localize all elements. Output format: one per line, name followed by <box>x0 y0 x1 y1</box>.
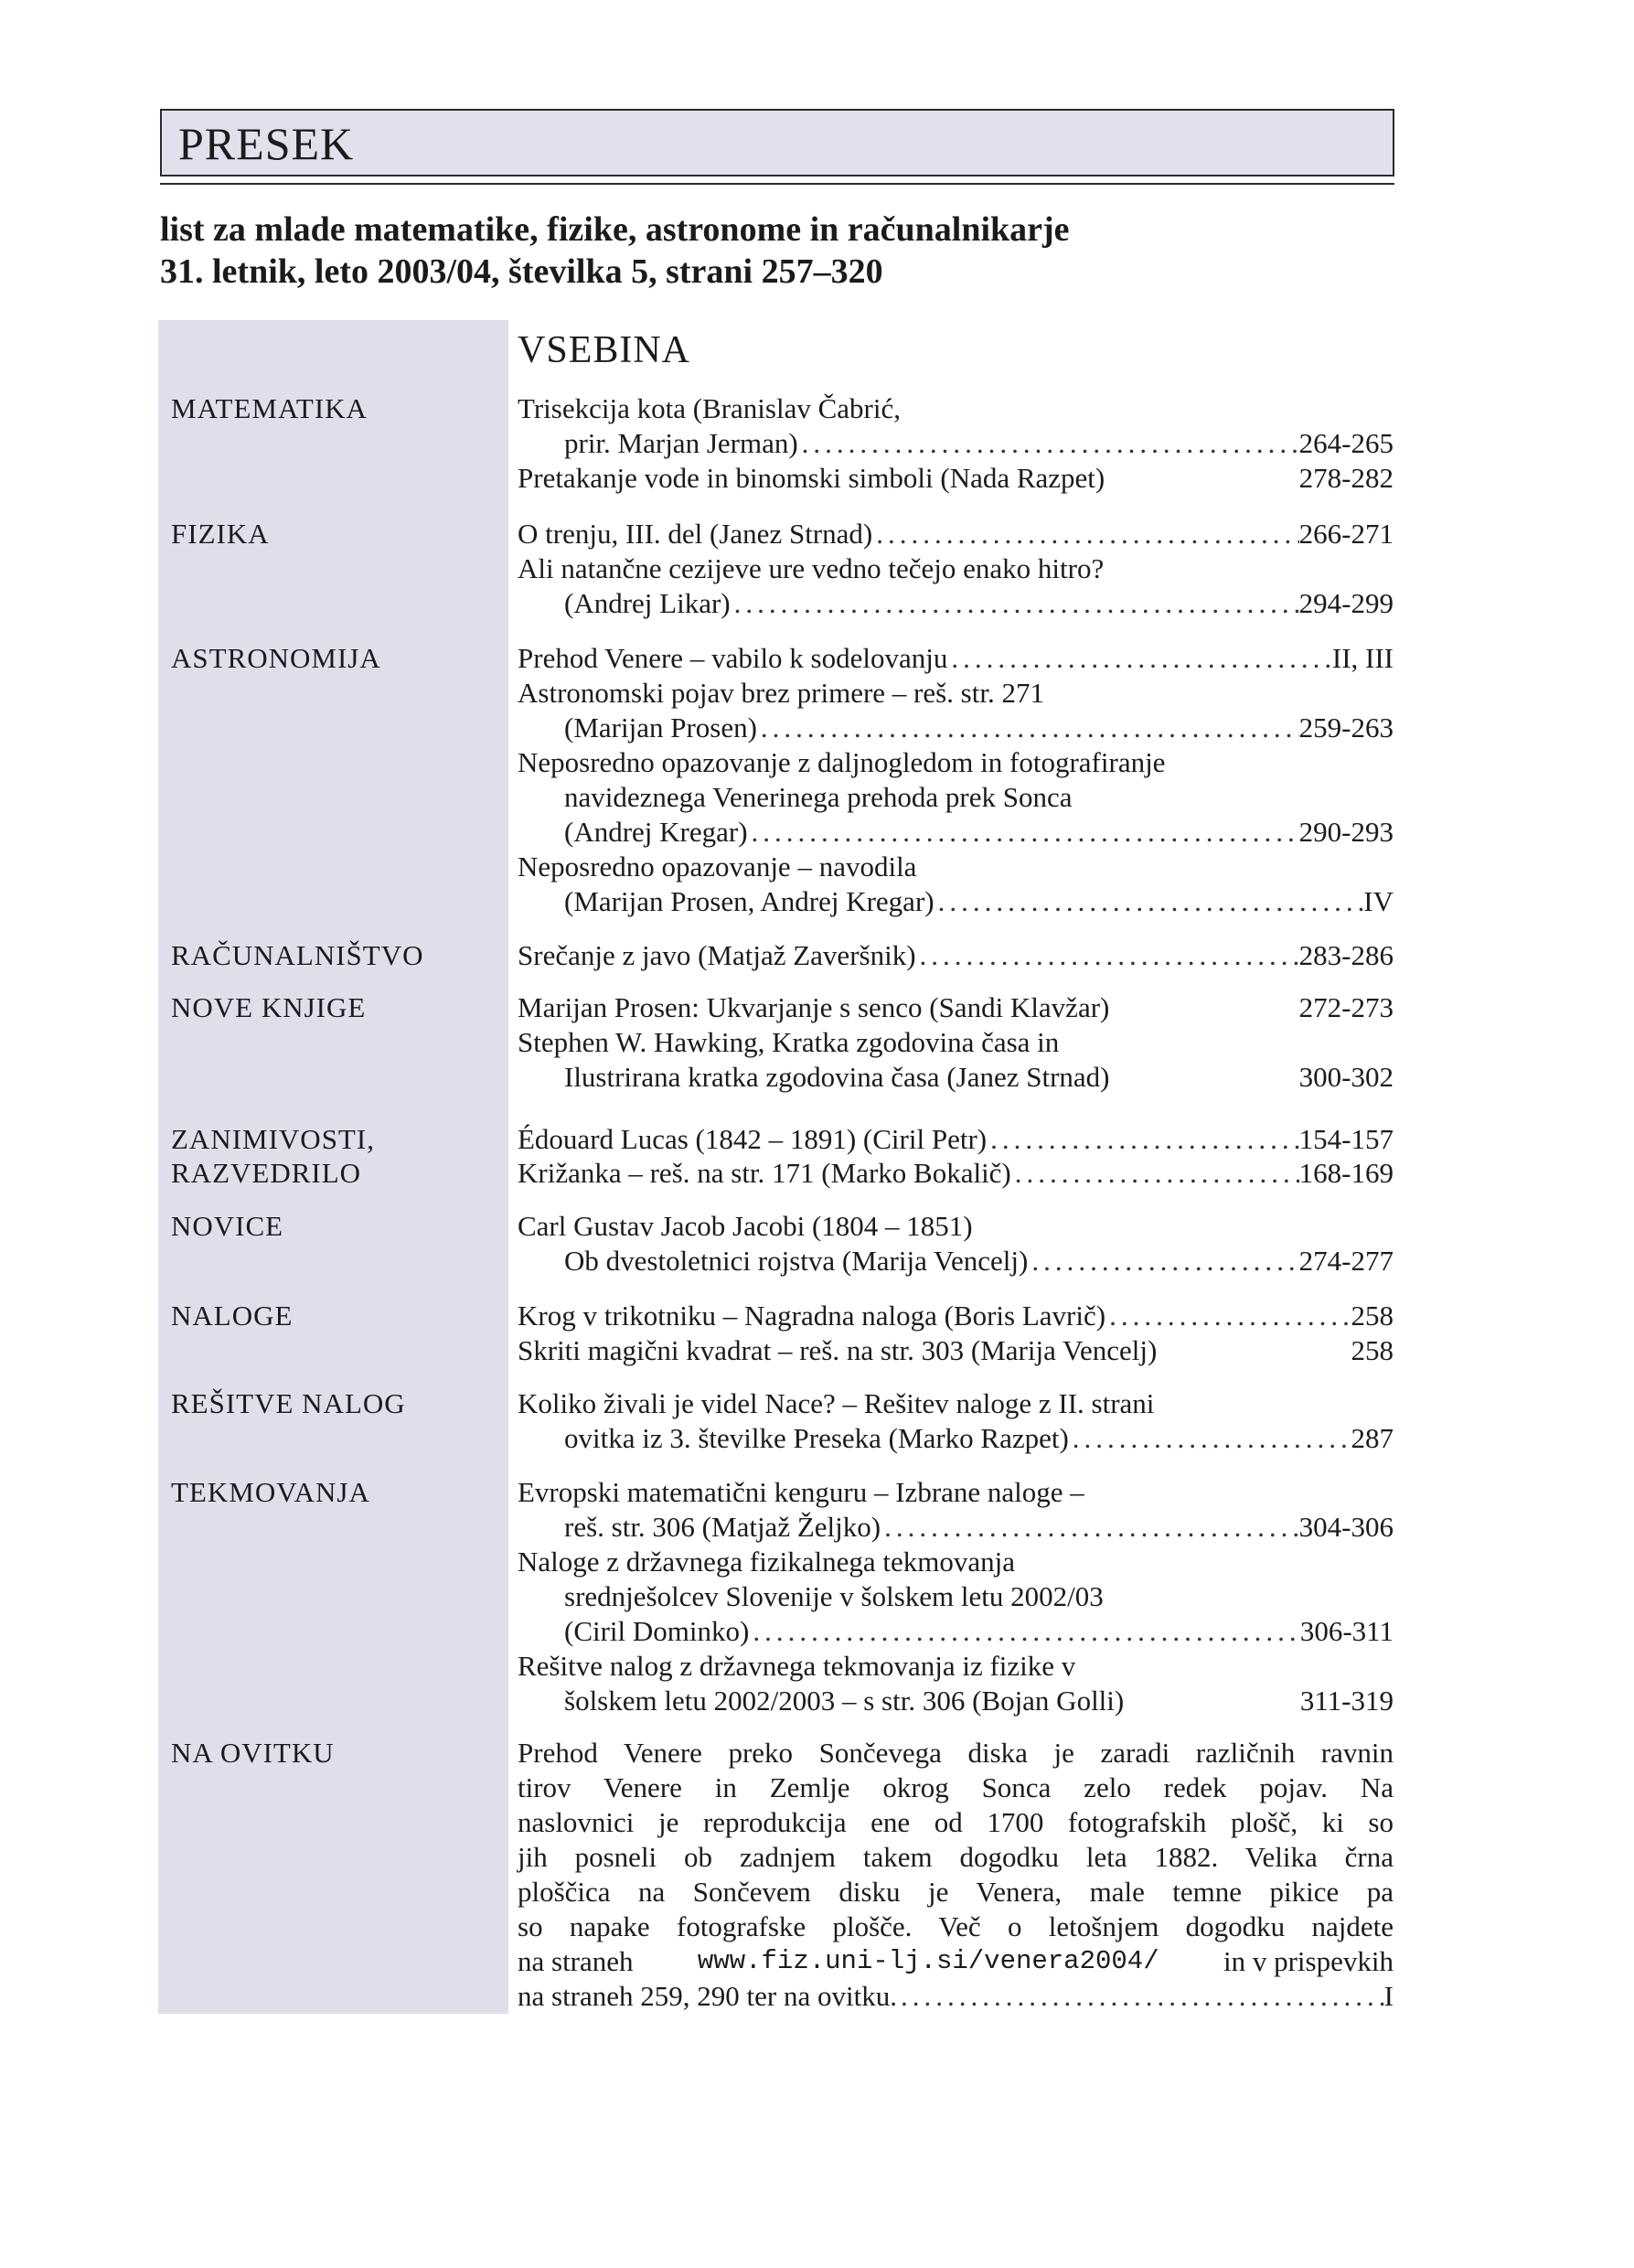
dot-leader <box>757 711 1299 745</box>
journal-title: PRESEK <box>178 118 355 169</box>
entry-line: Rešitve nalog z državnega tekmovanja iz fizike v <box>518 1650 1076 1682</box>
entry-text: (Andrej Likar) <box>564 587 731 619</box>
entry-line <box>518 517 1394 551</box>
page-number: 154-157 <box>1298 1123 1394 1155</box>
page-number: 294-299 <box>1298 587 1394 619</box>
journal-subtitle: list za mlade matematike, fizike, astronome in računalnikarje <box>160 210 1070 249</box>
cover-text: na straneh <box>518 1945 634 1977</box>
entry-line <box>564 815 1394 850</box>
entry-line <box>564 711 1394 745</box>
contents-heading: VSEBINA <box>518 329 691 371</box>
entry-text: Marijan Prosen: Ukvarjanje s senco (Sandi Klavžar) <box>518 991 1110 1023</box>
category-zanimivosti-line1: ZANIMIVOSTI, <box>171 1123 375 1155</box>
dot-leader <box>798 426 1299 461</box>
page-number: 306-311 <box>1299 1615 1394 1647</box>
entry-text: Križanka – reš. na str. 171 (Marko Bokalič) <box>518 1157 1011 1189</box>
entry-line: navideznega Venerinega prehoda prek Sonca <box>564 781 1073 813</box>
category-na-ovitku: NA OVITKU <box>171 1737 335 1769</box>
dot-leader <box>947 641 1332 676</box>
entry-line <box>518 1156 1394 1191</box>
dot-leader <box>987 1122 1299 1157</box>
entry-line <box>564 1510 1394 1545</box>
entry-line: Stephen W. Hawking, Kratka zgodovina časa in <box>518 1026 1060 1058</box>
entry-line <box>518 990 1394 1025</box>
issue-info: 31. letnik, leto 2003/04, številka 5, strani 257–320 <box>160 252 883 291</box>
cover-text: in v prispevkih <box>1223 1945 1394 1977</box>
entry-line: Neposredno opazovanje – navodila <box>518 850 917 883</box>
entry-line: Ali natančne cezijeve ure vedno tečejo enako hitro? <box>518 552 1105 584</box>
entry-text: (Ciril Dominko) <box>564 1615 750 1647</box>
page-number: 274-277 <box>1298 1245 1394 1277</box>
dot-leader <box>872 517 1298 551</box>
entry-text: Skriti magični kvadrat – reš. na str. 303 (Marija Vencelj) <box>518 1334 1158 1366</box>
entry-text: Srečanje z javo (Matjaž Zaveršnik) <box>518 939 916 971</box>
entry-line <box>518 461 1394 496</box>
page-number: 258 <box>1351 1300 1394 1332</box>
entry-line <box>564 1421 1394 1456</box>
dot-leader <box>1028 1244 1298 1278</box>
page-number: 304-306 <box>1298 1511 1394 1543</box>
entry-line: Koliko živali je videl Nace? – Rešitev naloge z II. strani <box>518 1387 1155 1419</box>
masthead-banner <box>160 109 1394 177</box>
entry-line <box>518 641 1394 676</box>
entry-line: Astronomski pojav brez primere – reš. str. 271 <box>518 677 1044 709</box>
dot-leader <box>934 884 1364 919</box>
page-number: 272-273 <box>1298 991 1394 1023</box>
entry-line <box>564 426 1394 461</box>
entry-line <box>564 586 1394 621</box>
entry-text: šolskem letu 2002/2003 – s str. 306 (Bojan Golli) <box>564 1685 1125 1717</box>
entry-text: Ob dvestoletnici rojstva (Marija Vencelj) <box>564 1245 1029 1277</box>
dot-leader <box>916 938 1299 973</box>
page-number: II, III <box>1331 642 1394 674</box>
entry-line: Carl Gustav Jacob Jacobi (1804 – 1851) <box>518 1210 973 1242</box>
entry-text: Ilustrirana kratka zgodovina časa (Janez Strnad) <box>564 1061 1110 1093</box>
entry-line <box>518 1333 1394 1368</box>
category-zanimivosti <box>171 1122 375 1190</box>
page-number: 278-282 <box>1298 462 1394 494</box>
entry-line <box>564 1614 1394 1649</box>
dot-leader <box>731 586 1299 621</box>
entry-text: reš. str. 306 (Matjaž Željko) <box>564 1511 881 1543</box>
masthead-rule <box>160 183 1394 185</box>
category-astronomija: ASTRONOMIJA <box>171 642 381 674</box>
dot-leader <box>1069 1421 1351 1456</box>
entry-line <box>518 1122 1394 1157</box>
dot-leader <box>897 1979 1384 2014</box>
cover-text-line <box>518 1979 1394 2014</box>
entry-text: prir. Marjan Jerman) <box>564 427 798 459</box>
entry-text: Édouard Lucas (1842 – 1891) (Ciril Petr) <box>518 1123 988 1155</box>
entry-text: ovitka iz 3. številke Preseka (Marko Razpet) <box>564 1422 1069 1454</box>
page-number: 168-169 <box>1298 1157 1394 1189</box>
category-fizika: FIZIKA <box>171 518 270 550</box>
category-resitve-nalog: REŠITVE NALOG <box>171 1387 406 1419</box>
cover-text-line: tirov Venere in Zemlje okrog Sonca zelo redek pojav. Na <box>518 1771 1394 1803</box>
cover-text-line: naslovnici je reprodukcija ene od 1700 fotografskih plošč, ki so <box>518 1806 1394 1838</box>
category-racunalnistvo: RAČUNALNIŠTVO <box>171 939 424 971</box>
cover-text-line: so napake fotografske plošče. Več o letošnjem dogodku najdete <box>518 1910 1394 1942</box>
entry-text: (Marijan Prosen, Andrej Kregar) <box>564 885 934 917</box>
category-zanimivosti-line2: RAZVEDRILO <box>171 1157 362 1189</box>
dot-leader <box>748 815 1299 850</box>
page-number: 290-293 <box>1298 816 1394 848</box>
entry-text: Pretakanje vode in binomski simboli (Nada Razpet) <box>518 462 1105 494</box>
page-number: 283-286 <box>1298 939 1394 971</box>
page-number: 264-265 <box>1298 427 1394 459</box>
entry-line <box>518 1299 1394 1333</box>
entry-line <box>564 1060 1394 1095</box>
page-number: IV <box>1363 885 1394 917</box>
entry-text: Prehod Venere – vabilo k sodelovanju <box>518 642 948 674</box>
dot-leader <box>749 1614 1299 1649</box>
category-tekmovanja: TEKMOVANJA <box>171 1476 370 1508</box>
entry-line <box>518 938 1394 973</box>
cover-text: na straneh 259, 290 ter na ovitku. <box>518 1980 897 2012</box>
cover-text-line <box>518 1944 1394 1979</box>
cover-text-line: Prehod Venere preko Sončevega diska je zaradi različnih ravnin <box>518 1737 1394 1769</box>
entry-text: (Andrej Kregar) <box>564 816 748 848</box>
entry-line <box>564 1684 1394 1718</box>
cover-text-line: jih posneli ob zadnjem takem dogodku leta 1882. Velika črna <box>518 1841 1394 1873</box>
dot-leader <box>1011 1156 1299 1191</box>
cover-text-line: ploščica na Sončevem disku je Venera, male temne pikice pa <box>518 1876 1394 1908</box>
entry-line: Evropski matematični kenguru – Izbrane naloge – <box>518 1476 1084 1508</box>
category-nove-knjige: NOVE KNJIGE <box>171 991 367 1023</box>
dot-leader <box>881 1510 1299 1545</box>
category-naloge: NALOGE <box>171 1300 294 1332</box>
page-number: 311-319 <box>1299 1685 1394 1717</box>
category-novice: NOVICE <box>171 1210 284 1242</box>
entry-text: Krog v trikotniku – Nagradna naloga (Boris Lavrič) <box>518 1300 1106 1332</box>
dot-leader <box>1105 1299 1351 1333</box>
entry-text: O trenju, III. del (Janez Strnad) <box>518 518 873 550</box>
entry-line: Naloge z državnega fizikalnega tekmovanja <box>518 1546 1015 1578</box>
entry-text: (Marijan Prosen) <box>564 711 757 744</box>
page-number: 300-302 <box>1298 1061 1394 1093</box>
entry-line <box>564 1244 1394 1278</box>
entry-line: srednješolcev Slovenije v šolskem letu 2002/03 <box>564 1580 1104 1612</box>
page-number: I <box>1383 1980 1394 2012</box>
entry-line: Neposredno opazovanje z daljnogledom in fotografiranje <box>518 746 1166 778</box>
page-number: 259-263 <box>1298 711 1394 744</box>
page-number: 287 <box>1351 1422 1394 1454</box>
page-number: 258 <box>1351 1334 1394 1366</box>
page-number: 266-271 <box>1298 518 1394 550</box>
cover-url-link[interactable]: www.fiz.uni-lj.si/venera2004/ <box>697 1946 1159 1976</box>
category-matematika: MATEMATIKA <box>171 392 368 424</box>
entry-line: Trisekcija kota (Branislav Čabrić, <box>518 392 901 424</box>
entry-line <box>564 884 1394 919</box>
